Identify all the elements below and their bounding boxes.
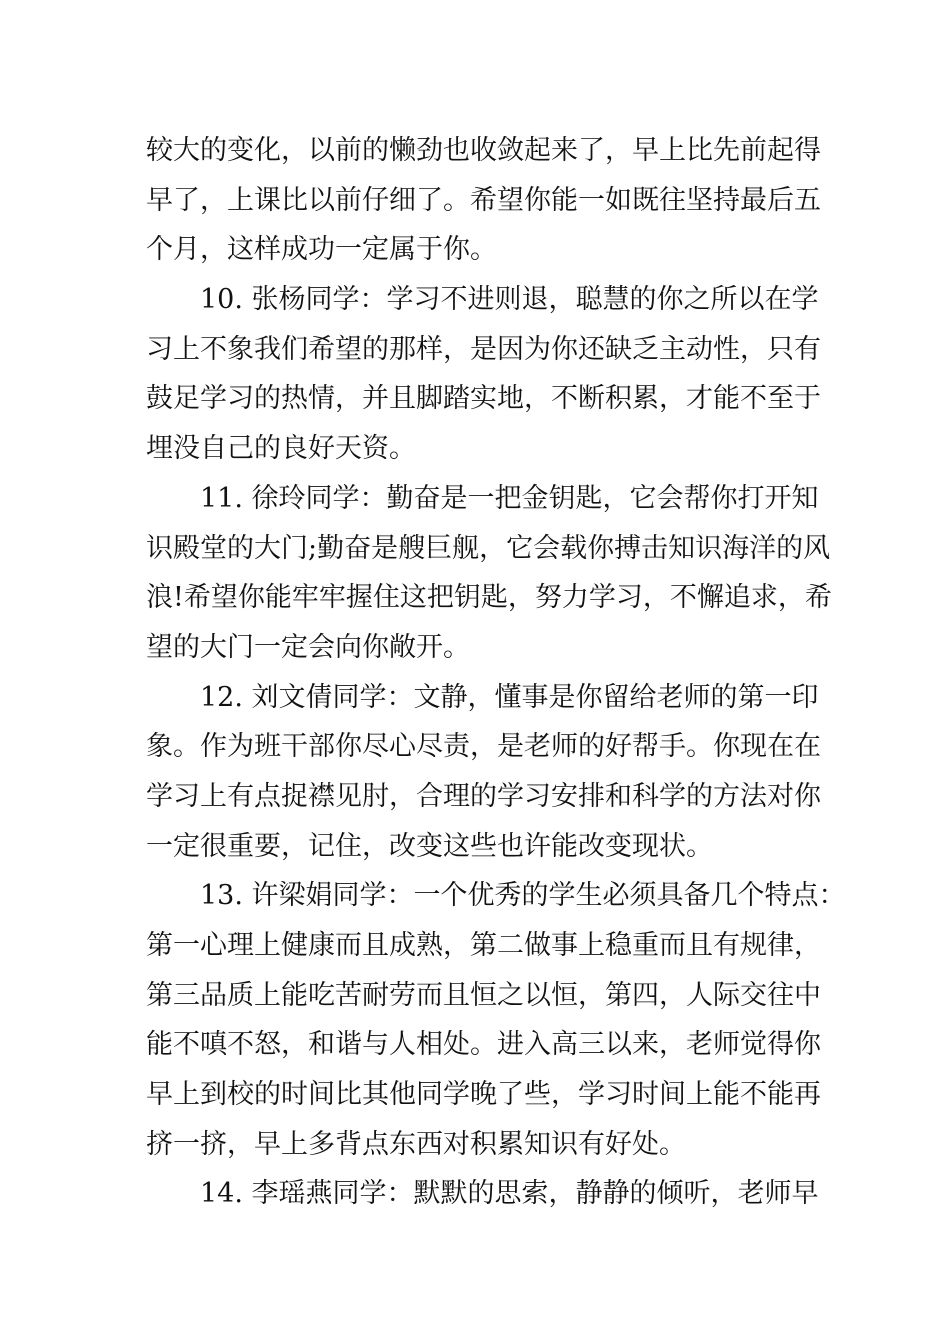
paragraph-start-line: 14. 李瑶燕同学：默默的思索，静静的倾听，老师早	[200, 1178, 819, 1210]
text-line: 埋没自己的良好天资。	[146, 433, 416, 465]
text-line: 早了，上课比以前仔细了。希望你能一如既往坚持最后五	[146, 184, 821, 216]
text-line: 挤一挤，早上多背点东西对积累知识有好处。	[146, 1128, 686, 1160]
paragraph-start-line: 13. 许梁娟同学：一个优秀的学生必须具备几个特点：	[200, 880, 846, 912]
text-line: 第一心理上健康而且成熟，第二做事上稳重而且有规律，	[146, 930, 821, 961]
text-line: 浪!希望你能牢牢握住这把钥匙，努力学习，不懈追求，希	[146, 582, 832, 614]
text-line: 学习上有点捉襟见肘，合理的学习安排和科学的方法对你	[146, 780, 821, 812]
document-body	[146, 126, 846, 1219]
text-line: 个月，这样成功一定属于你。	[146, 234, 497, 266]
text-line: 望的大门一定会向你敞开。	[146, 631, 470, 663]
paragraph-start-line: 10. 张杨同学：学习不进则退，聪慧的你之所以在学	[200, 284, 819, 316]
text-line: 第三品质上能吃苦耐劳而且恒之以恒，第四，人际交往中	[146, 979, 821, 1011]
text-line: 一定很重要，记住，改变这些也许能改变现状。	[146, 830, 713, 862]
text-line: 鼓足学习的热情，并且脚踏实地，不断积累，才能不至于	[146, 383, 821, 415]
text-line: 较大的变化，以前的懒劲也收敛起来了，早上比先前起得	[146, 135, 821, 166]
paragraph-start-line: 11. 徐玲同学：勤奋是一把金钥匙，它会帮你打开知	[200, 482, 819, 514]
text-line: 识殿堂的大门;勤奋是艘巨舰，它会载你搏击知识海洋的风	[146, 532, 831, 564]
text-line: 早上到校的时间比其他同学晚了些，学习时间上能不能再	[146, 1079, 821, 1111]
text-line: 象。作为班干部你尽心尽责，是老师的好帮手。你现在在	[146, 731, 821, 763]
paragraph-start-line: 12. 刘文倩同学：文静，懂事是你留给老师的第一印	[200, 681, 819, 713]
text-line: 能不嗔不怒，和谐与人相处。进入高三以来，老师觉得你	[146, 1029, 821, 1061]
text-line: 习上不象我们希望的那样，是因为你还缺乏主动性，只有	[146, 333, 821, 365]
